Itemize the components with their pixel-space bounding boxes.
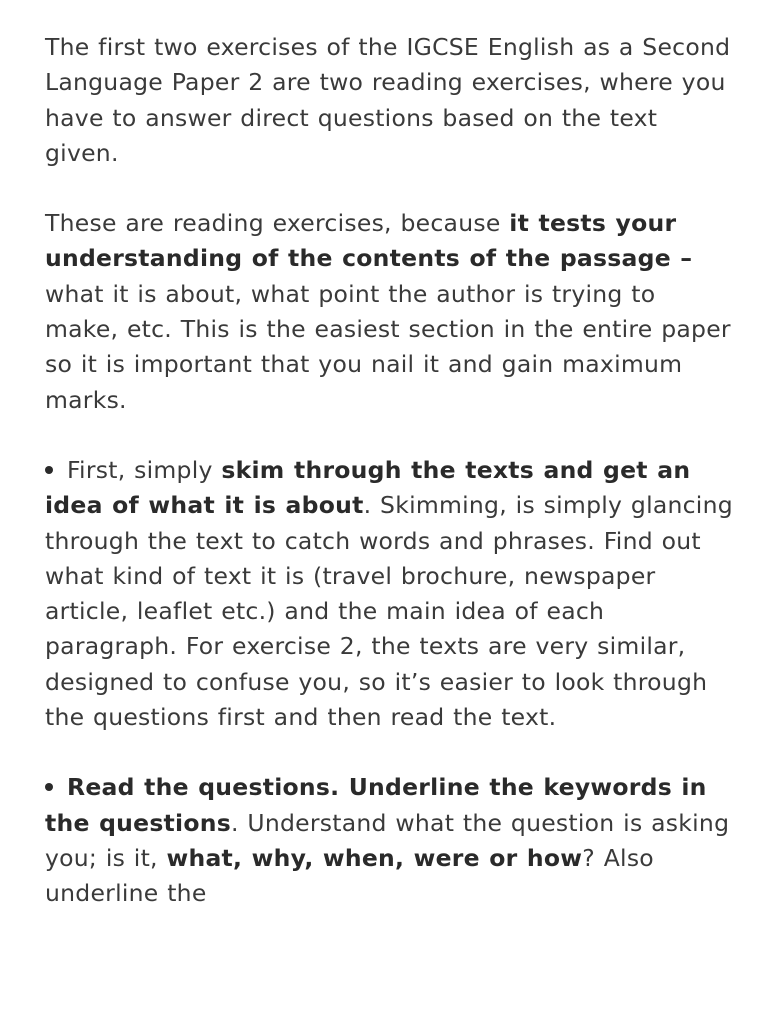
tip-read-questions-text-end: ? Also underline the [45,843,654,908]
tips-list [45,453,735,912]
bullet-icon [45,466,53,474]
reading-exercise-text-end: what it is about, what point the author is trying to make, etc. This is the easiest section in the entire paper so it is important that you nail it and gain maximum marks. [45,279,731,414]
tip-skim-emphasis: skim through the texts and get an idea of what it is about [45,455,691,520]
tip-read-questions-text-mid: . Understand what the question is asking you; is it, [45,808,730,872]
tip-skim-text-end: . Skimming, is simply glancing through the text to catch words and phrases. Find out what kind of text it is (travel brochure, newspaper article, leaflet etc.) and the main idea of each paragraph. For exercise 2, the texts are very similar, designed to confuse you, so it’s easier to look through the questions first and then read the text. [45,491,733,732]
reading-exercise-emphasis: it tests your understanding of the contents of the passage – [45,209,693,273]
article-body [45,30,735,947]
reading-exercise-text-start: These are reading exercises, because [45,209,510,238]
tip-skim-text-start: First, simply [67,455,222,484]
reading-exercise-paragraph [45,206,735,418]
tip-read-questions-emphasis: Read the questions. Underline the keywords in the questions [45,773,707,837]
intro-text: The first two exercises of the IGCSE English as a Second Language Paper 2 are two reading exercises, where you have to answer direct questions based on the text given. [45,33,731,167]
tip-read-questions [45,770,735,911]
bullet-icon [45,783,53,791]
intro-paragraph [45,30,735,171]
tip-read-questions-emphasis-2: what, why, when, were or how [166,843,583,872]
tip-skim [45,453,735,735]
